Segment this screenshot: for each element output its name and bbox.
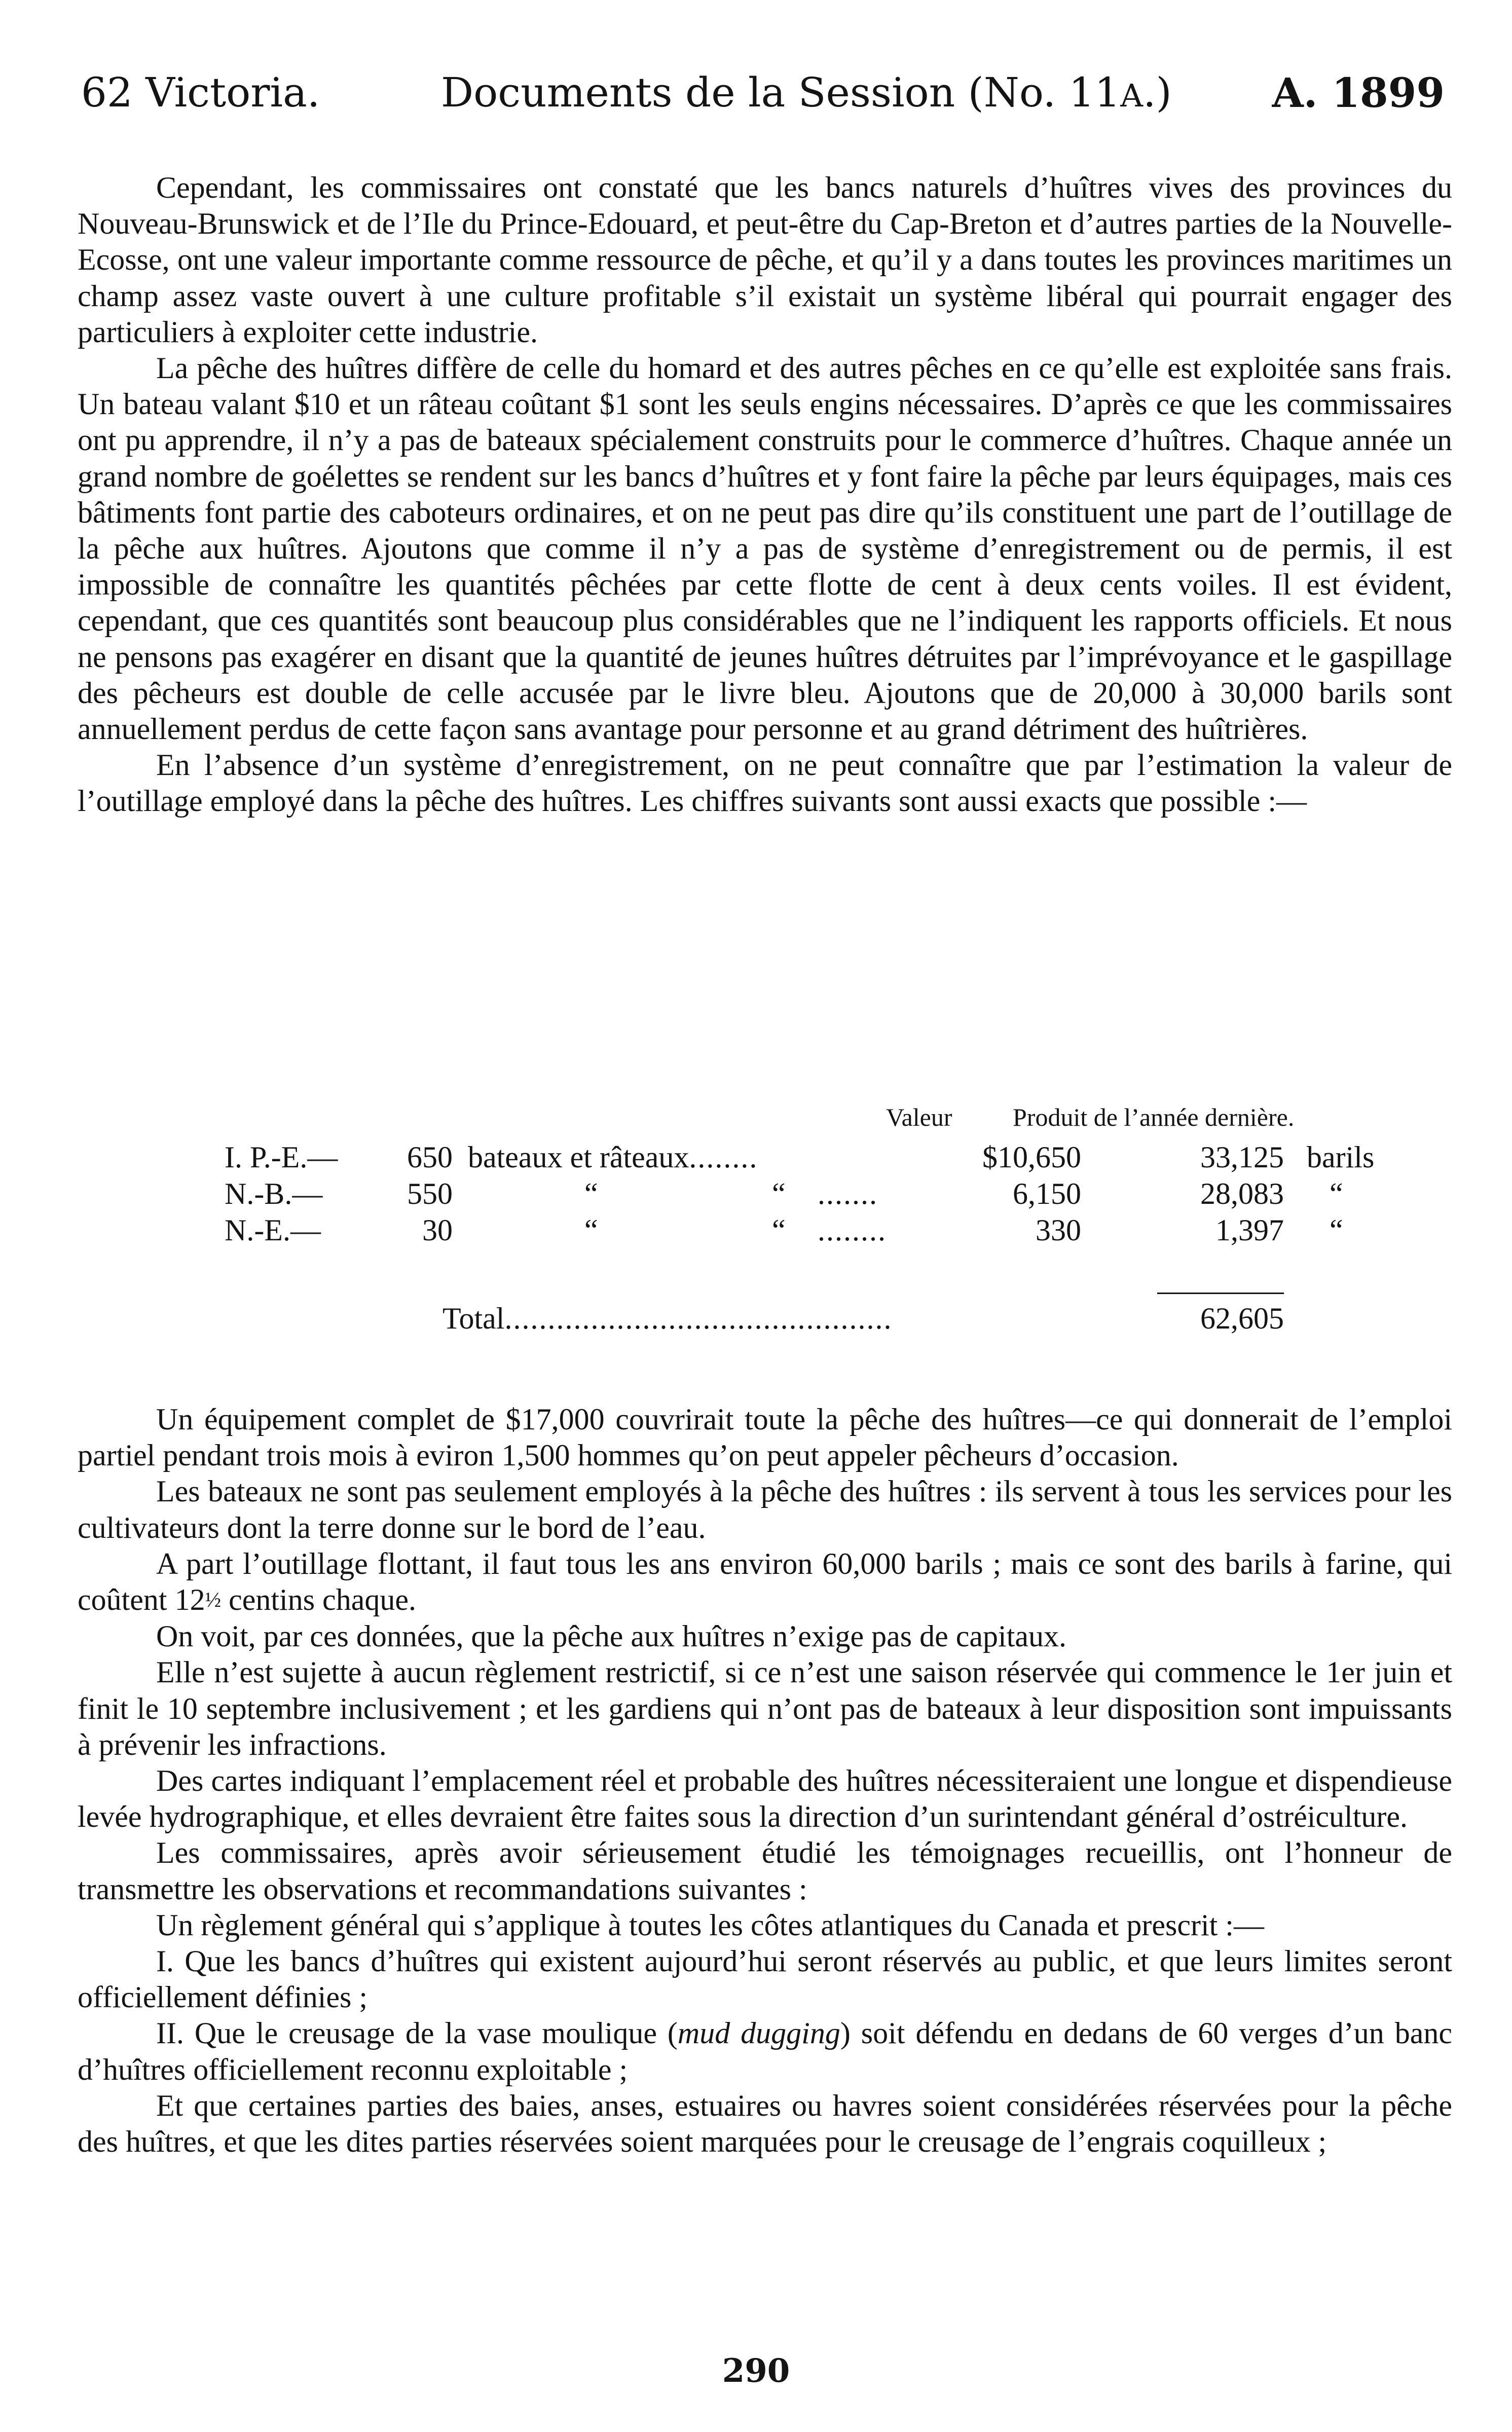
- fraction: ½: [205, 1589, 222, 1612]
- header-session: 62 Victoria.: [81, 69, 320, 116]
- paragraph: On voit, par ces données, que la pêche aux huîtres n’exige pas de capitaux.: [156, 1619, 1067, 1653]
- column-header-product: Produit de l’année dernière.: [1013, 1103, 1295, 1131]
- paragraph-text: ) soit défendu en dedans de 60 verges d’un banc d’huîtres officiellement reconnu exploitable ;: [78, 2016, 1452, 2086]
- table-total-row: [78, 1300, 1452, 1337]
- header-title: [441, 65, 1172, 124]
- boats-cell: 30: [422, 1213, 453, 1247]
- paragraph: [78, 2015, 1452, 2087]
- paragraph-text: II. Que le creusage de la vase moulique (: [156, 2016, 678, 2050]
- value-cell: 6,150: [1013, 1177, 1081, 1210]
- paragraph: Un équipement complet de $17,000 couvrirait toute la pêche des huîtres—ce qui donnerait de l’emploi partiel pendant trois mois à eviron 1,500 hommes qu’on peut appeler pêcheurs d’occasion.: [78, 1403, 1452, 1472]
- paragraph: I. Que les bancs d’huîtres qui existent aujourd’hui seront réservés au public, et que leurs limites seront officiellement définies ;: [78, 1944, 1452, 2014]
- total-label: [442, 1300, 892, 1337]
- header-year: A. 1899: [1272, 69, 1445, 117]
- label-cell: [468, 1139, 758, 1175]
- italic-term: mud dugging: [677, 2016, 840, 2050]
- header-title-sc: A: [1120, 77, 1144, 114]
- total-rule: [1157, 1293, 1284, 1294]
- paragraph: En l’absence d’un système d’enregistrement, on ne peut connaître que par l’estimation la valeur de l’outillage employé dans la pêche des huîtres. Les chiffres suivants sont aussi exacts que possible :—: [78, 748, 1452, 818]
- product-cell: 33,125: [1200, 1140, 1284, 1174]
- table-row: [78, 1175, 1452, 1212]
- paragraph: Cependant, les commissaires ont constaté que les bancs naturels d’huîtres vives des provinces du Nouveau-Brunswick et de l’Ile du Prince-Edouard, et peut-être du Cap-Breton et d’autres parties de la Nouvelle-Ecosse, ont une valeur importante comme ressource de pêche, et qu’il y a dans toutes les provinces maritimes un champ assez vaste ouvert à une culture profitable s’il existait un système libéral qui pourrait engager des particuliers à exploiter cette industrie.: [78, 171, 1452, 349]
- total-value: 62,605: [1200, 1302, 1284, 1335]
- column-header-value: Valeur: [886, 1103, 952, 1131]
- label-text: bateaux et râteaux: [468, 1140, 689, 1174]
- body-text-bottom: [78, 1402, 1452, 2160]
- header-title-prefix: Documents de la Session (No. 11: [441, 69, 1121, 116]
- ditto-mark: “: [772, 1213, 786, 1247]
- running-header: [81, 65, 1445, 121]
- total-label-text: Total: [442, 1302, 505, 1335]
- paragraph-text: A part l’outillage flottant, il faut tous les ans environ 60,000 barils ; mais ce sont des barils à farine, qui coûtent 12: [78, 1546, 1452, 1617]
- paragraph: Les bateaux ne sont pas seulement employés à la pêche des huîtres : ils servent à tous les services pour les cultivateurs dont la terre donne sur le bord de l’eau.: [78, 1475, 1452, 1544]
- ditto-mark: “: [772, 1177, 786, 1210]
- product-cell: 1,397: [1215, 1213, 1284, 1247]
- ditto-mark: “: [584, 1213, 598, 1247]
- unit-cell: barils: [1307, 1140, 1375, 1174]
- unit-cell: “: [1330, 1177, 1343, 1210]
- leader-dots: .......: [818, 1177, 878, 1210]
- paragraph-text: centins chaque.: [221, 1583, 416, 1617]
- value-cell: $10,650: [982, 1140, 1081, 1174]
- paragraph: [78, 1546, 1452, 1618]
- leader-dots: ........: [818, 1213, 887, 1247]
- unit-cell: “: [1330, 1213, 1343, 1247]
- paragraph: Les commissaires, après avoir sérieusement étudié les témoignages recueillis, ont l’honneur de transmettre les observations et recommandations suivantes :: [78, 1836, 1452, 1906]
- paragraph: Et que certaines parties des baies, anses, estuaires ou havres soient considérées réservées pour la pêche des huîtres, et que les dites parties réservées soient marquées pour le creusage de l’engrais coquilleux ;: [78, 2088, 1452, 2159]
- equipment-table: [78, 1102, 1452, 1356]
- paragraph: Elle n’est sujette à aucun règlement restrictif, si ce n’est une saison réservée qui commence le 1er juin et finit le 10 septembre inclusivement ; et les gardiens qui n’ont pas de bateaux à leur disposition sont impuissants à prévenir les infractions.: [78, 1655, 1452, 1761]
- product-cell: 28,083: [1200, 1177, 1284, 1210]
- leader-dots: ........: [689, 1140, 758, 1174]
- ditto-mark: “: [584, 1177, 598, 1210]
- value-cell: 330: [1036, 1213, 1081, 1247]
- paragraph: Un règlement général qui s’applique à toutes les côtes atlantiques du Canada et prescrit :—: [156, 1908, 1264, 1942]
- page-number: 290: [722, 2352, 790, 2390]
- table-row: [78, 1139, 1452, 1175]
- province-cell: N.-B.—: [225, 1177, 323, 1210]
- body-text-top: [78, 170, 1452, 820]
- province-cell: N.-E.—: [225, 1213, 321, 1247]
- boats-cell: 550: [407, 1177, 453, 1210]
- boats-cell: 650: [407, 1140, 453, 1174]
- table-row: [78, 1212, 1452, 1248]
- province-cell: I. P.-E.—: [225, 1140, 338, 1174]
- header-title-suffix: .): [1143, 69, 1172, 116]
- paragraph: La pêche des huîtres diffère de celle du homard et des autres pêches en ce qu’elle est exploitée sans frais. Un bateau valant $10 et un râteau coûtant $1 sont les seuls engins nécessaires. D’après ce que les commissaires ont pu apprendre, il n’y a pas de bateaux spécialement construits pour le commerce d’huîtres. Chaque année un grand nombre de goélettes se rendent sur les bancs d’huîtres et y font faire la pêche par leurs équipages, mais ces bâtiments font partie des caboteurs ordinaires, et on ne peut pas dire qu’ils constituent une part de l’outillage de la pêche aux huîtres. Ajoutons que comme il n’y a pas de système d’enregistrement ou de permis, il est impossible de connaître les quantités pêchées par cette flotte de cent à deux cents voiles. Il est évident, cependant, que ces quantités sont beaucoup plus considérables que ne l’indiquent les rapports officiels. Et nous ne pensons pas exagérer en disant que la quantité de jeunes huîtres détruites par l’imprévoyance et le gaspillage des pêcheurs est double de celle accusée par le livre bleu. Ajoutons que de 20,000 à 30,000 barils sont annuellement perdus de cette façon sans avantage pour personne et au grand détriment des huîtrières.: [78, 351, 1452, 746]
- paragraph: Des cartes indiquant l’emplacement réel et probable des huîtres nécessiteraient une longue et dispendieuse levée hydrographique, et elles devraient être faites sous la direction d’un surintendant général d’ostréiculture.: [78, 1764, 1452, 1834]
- leader-dots: .............................................: [504, 1302, 893, 1335]
